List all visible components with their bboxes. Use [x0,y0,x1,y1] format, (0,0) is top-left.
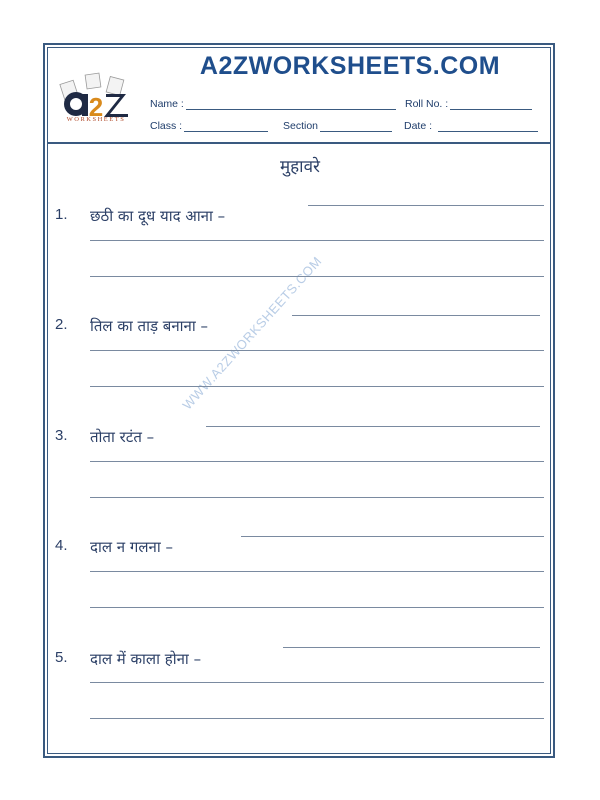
svg-text:2: 2 [88,92,104,122]
answer-line[interactable] [90,571,544,572]
section-line[interactable] [320,121,392,132]
class-line[interactable] [184,121,268,132]
name-label: Name : [150,98,184,110]
question-text: तोता रटंत – [90,428,155,446]
header-divider [47,142,551,144]
section-label: Section [283,120,319,132]
section-field[interactable] [283,120,392,132]
answer-line[interactable] [90,240,544,241]
logo-caption: WORKSHEETS [66,116,126,123]
question-text: दाल में काला होना – [90,650,202,668]
answer-line[interactable] [308,205,544,206]
date-field[interactable] [404,120,538,132]
answer-line[interactable] [292,315,540,316]
answer-line[interactable] [90,682,544,683]
answer-line[interactable] [90,607,544,608]
question-text: तिल का ताड़ बनाना – [90,317,209,335]
answer-line[interactable] [90,386,544,387]
class-field[interactable] [150,120,268,132]
answer-line[interactable] [283,647,540,648]
question-number: 3. [55,427,68,444]
watermark: WWW.A2ZWORKSHEETS.COM [179,253,325,413]
roll-line[interactable] [450,99,532,110]
class-label: Class : [150,120,183,132]
answer-line[interactable] [90,276,544,277]
name-line[interactable] [186,99,396,110]
answer-line[interactable] [90,497,544,498]
question-text: दाल न गलना – [90,538,173,556]
site-title: A2ZWORKSHEETS.COM [199,52,501,80]
answer-line[interactable] [206,426,540,427]
question-text: छठी का दूध याद आना – [90,207,226,225]
question-number: 2. [55,316,68,333]
question-number: 5. [55,649,68,666]
question-number: 1. [55,206,68,223]
worksheet-heading: मुहावरे [279,157,320,177]
name-field[interactable] [150,98,396,110]
date-line[interactable] [438,121,538,132]
answer-line[interactable] [90,718,544,719]
answer-line[interactable] [90,461,544,462]
question-number: 4. [55,537,68,554]
answer-line[interactable] [90,350,544,351]
roll-field[interactable] [405,98,532,110]
answer-line[interactable] [241,536,544,537]
roll-label: Roll No. : [405,98,449,110]
date-label: Date : [404,120,433,132]
